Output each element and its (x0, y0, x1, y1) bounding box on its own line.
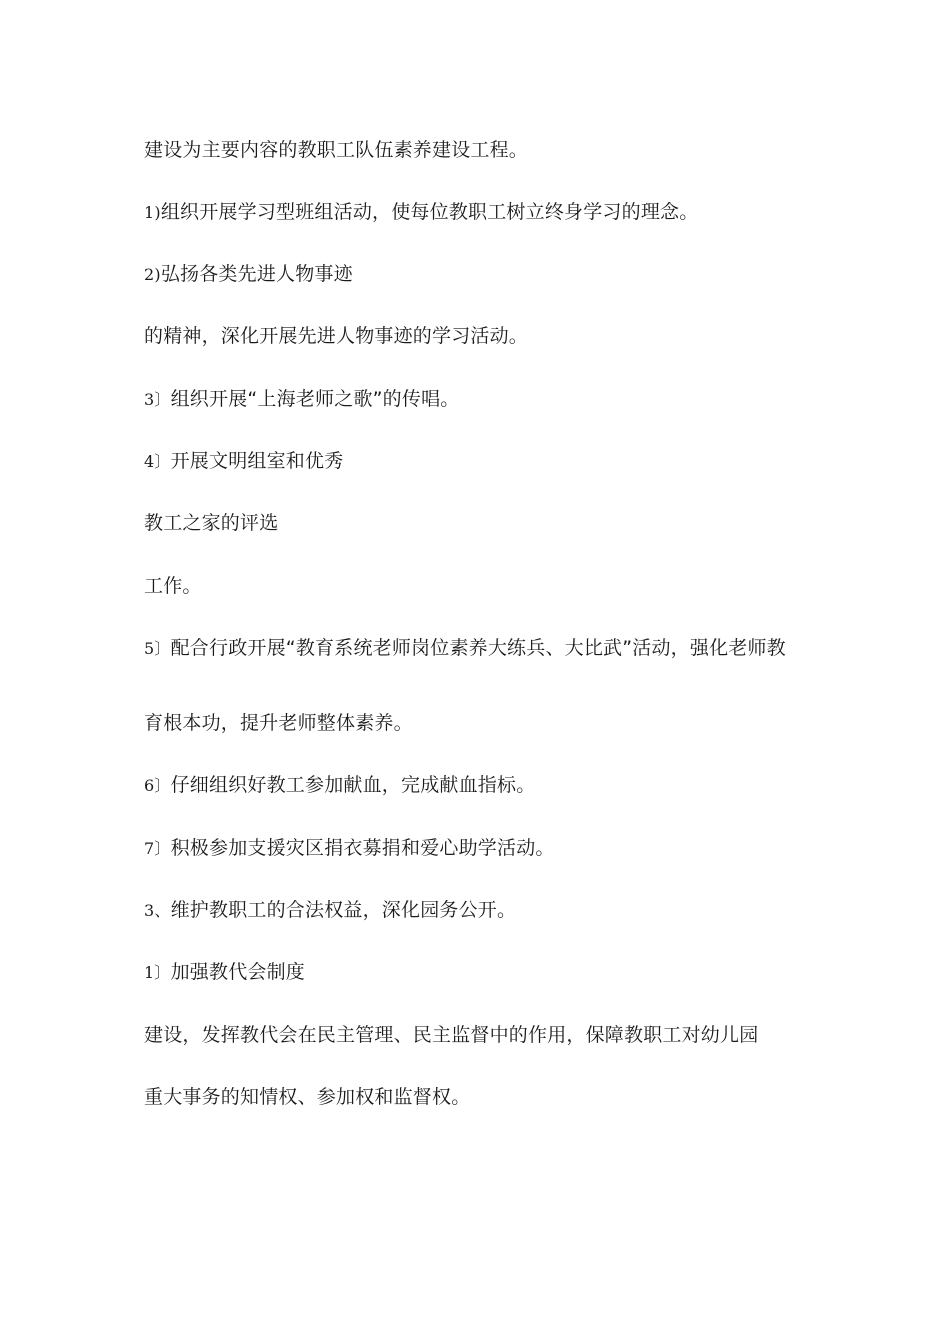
line-number: 3、 (144, 901, 171, 920)
line-text: 配合行政开展“教育系统老师岗位素养大练兵、大比武”活动，强化老师教 (170, 637, 786, 659)
line-text: 开展文明组室和优秀 (170, 450, 344, 472)
line-text: 育根本功，提升老师整体素养。 (144, 712, 413, 734)
line-number: 1〕 (144, 963, 171, 982)
line-text: 教工之家的评选 (144, 512, 279, 534)
line-text: 的精神，深化开展先进人物事迹的学习活动。 (144, 325, 529, 347)
text-line (144, 574, 202, 599)
line-text: 工作。 (144, 575, 202, 597)
line-text: 建设为主要内容的教职工队伍素养建设工程。 (144, 139, 529, 161)
line-number: 3〕 (144, 390, 171, 409)
text-line (144, 773, 535, 798)
line-number: 2) (144, 265, 161, 284)
text-line (144, 262, 353, 287)
line-text: 重大事务的知情权、参加权和监督权。 (144, 1086, 471, 1108)
line-number: 5〕 (144, 639, 171, 658)
text-line (144, 138, 528, 163)
text-line (144, 200, 698, 225)
text-line (144, 449, 343, 474)
line-text: 建设，发挥教代会在民主管理、民主监督中的作用，保障教职工对幼儿园 (144, 1024, 759, 1046)
text-line (144, 1023, 758, 1048)
text-line (144, 836, 555, 861)
text-line (144, 636, 786, 661)
line-text: 组织开展学习型班组活动，使每位教职工树立终身学习的理念。 (160, 201, 699, 223)
text-line (144, 511, 278, 536)
line-number: 6〕 (144, 776, 171, 795)
text-line (144, 960, 305, 985)
line-number: 4〕 (144, 452, 171, 471)
text-line (144, 387, 459, 412)
line-text: 组织开展“上海老师之歌”的传唱。 (170, 388, 460, 410)
line-number: 7〕 (144, 839, 171, 858)
text-line (144, 898, 516, 923)
text-line (144, 711, 413, 736)
line-text: 仔细组织好教工参加献血，完成献血指标。 (170, 774, 536, 796)
line-text: 加强教代会制度 (170, 961, 305, 983)
line-number: 1) (144, 203, 161, 222)
line-text: 维护教职工的合法权益，深化园务公开。 (170, 899, 517, 921)
text-line (144, 1085, 470, 1110)
text-line (144, 324, 528, 349)
line-text: 弘扬各类先进人物事迹 (160, 263, 353, 285)
line-text: 积极参加支援灾区捐衣募捐和爱心助学活动。 (170, 837, 555, 859)
